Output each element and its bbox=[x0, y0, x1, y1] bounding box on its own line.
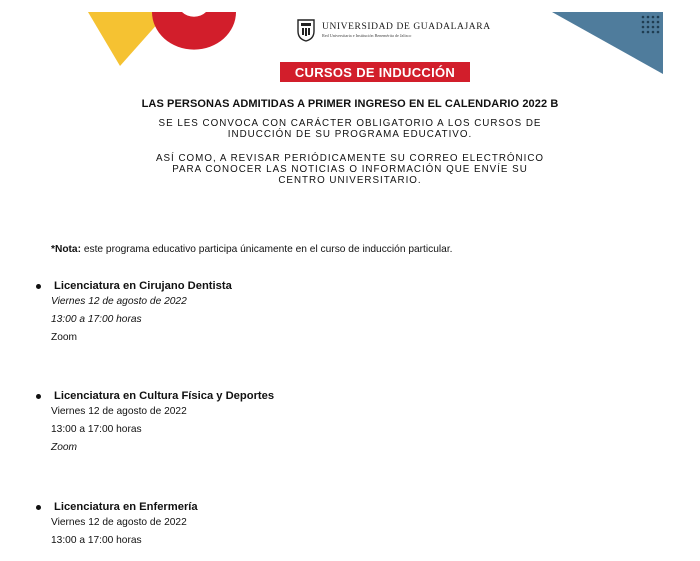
paragraph-line: PARA CONOCER LAS NOTICIAS O INFORMACIÓN QUE ENVÍE SU bbox=[172, 164, 528, 175]
courses-banner: CURSOS DE INDUCCIÓN bbox=[280, 62, 470, 82]
announcement-paragraph-1 bbox=[0, 118, 700, 140]
course-time: 13:00 a 17:00 horas bbox=[51, 535, 142, 546]
university-subtitle: Red Universitaria e Institución Benemérita de Jalisco bbox=[322, 33, 412, 38]
red-arc-decoration bbox=[152, 12, 236, 50]
course-title: Licenciatura en Cultura Física y Deportes bbox=[54, 390, 275, 402]
bullet-icon bbox=[36, 505, 41, 510]
paragraph-line: ASÍ COMO, A REVISAR PERIÓDICAMENTE SU CORREO ELECTRÓNICO bbox=[155, 153, 545, 164]
course-item bbox=[36, 390, 274, 457]
course-time: 13:00 a 17:00 horas bbox=[51, 424, 142, 435]
course-mode: Zoom bbox=[51, 442, 78, 453]
course-title: Licenciatura en Enfermería bbox=[54, 501, 198, 513]
note bbox=[51, 244, 453, 255]
bullet-icon bbox=[36, 394, 41, 399]
bullet-icon bbox=[36, 284, 41, 289]
paragraph-line: INDUCCIÓN DE SU PROGRAMA EDUCATIVO. bbox=[227, 129, 473, 140]
paragraph-line: SE LES CONVOCA CON CARÁCTER OBLIGATORIO A LOS CURSOS DE bbox=[158, 118, 542, 129]
note-text: este programa educativo participa únicamente en el curso de inducción particular. bbox=[81, 244, 453, 255]
paragraph-line: CENTRO UNIVERSITARIO. bbox=[278, 175, 422, 186]
course-item bbox=[36, 280, 232, 347]
course-item bbox=[36, 501, 198, 550]
course-date: Viernes 12 de agosto de 2022 bbox=[51, 517, 187, 528]
course-time: 13:00 a 17:00 horas bbox=[51, 314, 142, 325]
university-name: UNIVERSIDAD DE GUADALAJARA bbox=[322, 22, 491, 32]
course-date: Viernes 12 de agosto de 2022 bbox=[51, 296, 187, 307]
announcement-paragraph-2 bbox=[0, 153, 700, 186]
announcement-headline: LAS PERSONAS ADMITIDAS A PRIMER INGRESO EN EL CALENDARIO 2022 B bbox=[141, 98, 559, 110]
course-mode: Zoom bbox=[51, 332, 78, 343]
university-seal-icon bbox=[296, 18, 316, 42]
course-title: Licenciatura en Cirujano Dentista bbox=[54, 280, 232, 292]
university-logo bbox=[296, 18, 491, 42]
blue-triangle-decoration bbox=[552, 12, 663, 74]
course-date: Viernes 12 de agosto de 2022 bbox=[51, 406, 187, 417]
note-label: *Nota: bbox=[51, 244, 81, 255]
